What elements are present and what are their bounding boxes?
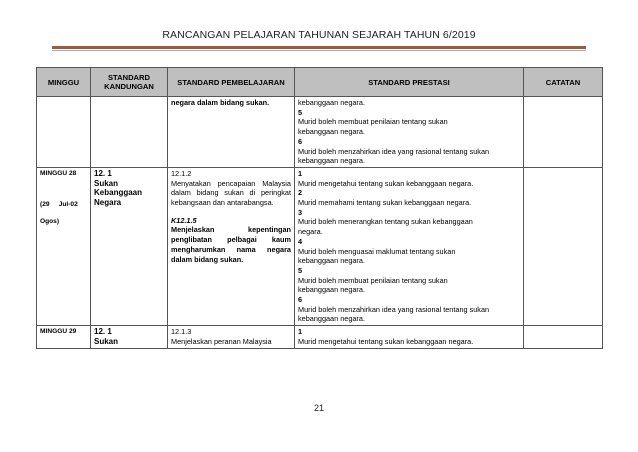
prestasi-line: negara. <box>298 227 323 237</box>
prestasi-line: Murid boleh menzahirkan idea yang rasional tentang sukan <box>298 146 490 156</box>
header-standard-kandungan: STANDARD KANDUNGAN <box>91 68 168 97</box>
cell-pembelajaran <box>168 97 295 168</box>
cell-pembelajaran <box>168 326 295 348</box>
cell-catatan <box>524 97 603 168</box>
cell-prestasi <box>295 97 524 168</box>
prestasi-line: kebanggaan negara. <box>298 156 365 166</box>
prestasi-level: 6 <box>298 136 303 146</box>
prestasi-line: Murid boleh membuat penilaian tentang sukan <box>298 117 448 127</box>
cell-pembelajaran <box>168 167 295 325</box>
header-standard-pembelajaran: STANDARD PEMBELAJARAN <box>168 68 295 97</box>
week-date: (29 Jul-02 <box>40 200 78 208</box>
sp-text: Menjelaskan peranan Malaysia <box>171 336 272 346</box>
k-code: K12.1.5 <box>171 215 197 225</box>
sp-code: 12.1.2 <box>171 168 192 178</box>
cell-minggu <box>37 167 91 325</box>
cell-kandungan <box>91 326 168 348</box>
header-minggu: MINGGU <box>37 68 91 97</box>
prestasi-level: 1 <box>298 168 303 178</box>
header-rule <box>52 46 586 49</box>
prestasi-line: Murid boleh menguasai maklumat tentang sukan <box>298 246 456 256</box>
sk-title-line: Sukan <box>94 178 119 188</box>
cell-minggu <box>37 326 91 348</box>
sk-title-line: Negara <box>94 198 122 208</box>
cell-prestasi <box>295 326 524 348</box>
cell-kandungan <box>91 167 168 325</box>
page-number: 21 <box>313 403 324 413</box>
cell-kandungan <box>91 97 168 168</box>
table-row <box>37 167 603 325</box>
cell-prestasi <box>295 167 524 325</box>
sp-text: Menyatakan pencapaian Malaysia dalam bidang sukan di peringkat kebangsaan dan antarabangsa. <box>171 178 291 208</box>
header-standard-prestasi: STANDARD PRESTASI <box>295 68 524 97</box>
lesson-plan-table <box>36 67 603 349</box>
sk-title-line: Sukan <box>94 336 119 346</box>
prestasi-line: kebanggaan negara. <box>298 285 365 295</box>
page-title: RANCANGAN PELAJARAN TAHUNAN SEJARAH TAHUN 6/2019 <box>162 29 476 41</box>
prestasi-level: 5 <box>298 107 303 117</box>
table-row <box>37 326 603 348</box>
sp-code: 12.1.3 <box>171 327 192 337</box>
prestasi-line: kebanggaan negara. <box>298 314 365 324</box>
week-label: MINGGU 28 <box>40 169 77 177</box>
prestasi-level: 1 <box>298 327 303 337</box>
prestasi-line: Murid mengetahui tentang sukan kebanggaan negara. <box>298 178 474 188</box>
sp-text-bold: negara dalam bidang sukan. <box>171 98 270 107</box>
sk-code: 12. 1 <box>94 168 112 178</box>
table-row <box>37 97 603 168</box>
sk-code: 12. 1 <box>94 327 112 337</box>
prestasi-level: 5 <box>298 265 303 275</box>
prestasi-line: Murid memahami tentang sukan kebanggaan negara. <box>298 198 472 208</box>
prestasi-level: 2 <box>298 188 303 198</box>
prestasi-line: Murid boleh menerangkan tentang sukan kebanggaan <box>298 217 473 227</box>
header-rule-thin <box>52 50 586 51</box>
week-date-month: Ogos) <box>40 218 60 226</box>
week-label: MINGGU 29 <box>40 328 77 336</box>
cell-minggu <box>37 97 91 168</box>
prestasi-line: Murid boleh membuat penilaian tentang sukan <box>298 275 448 285</box>
header-catatan: CATATAN <box>524 68 603 97</box>
table-header-row <box>37 68 603 97</box>
prestasi-line: Murid boleh menzahirkan idea yang rasional tentang sukan <box>298 304 490 314</box>
prestasi-level: 6 <box>298 295 303 305</box>
k-text: Menjelaskan kepentingan penglibatan pelbagai kaum mengharumkan nama negara dalam bidang sukan. <box>171 225 291 264</box>
cell-catatan <box>524 167 603 325</box>
prestasi-line: kebanggaan negara. <box>298 256 365 266</box>
prestasi-level: 3 <box>298 207 303 217</box>
cell-catatan <box>524 326 603 348</box>
prestasi-line: kebanggaan negara. <box>298 98 365 107</box>
prestasi-line: Murid mengetahui tentang sukan kebanggaan negara. <box>298 336 474 346</box>
prestasi-line: kebanggaan negara. <box>298 127 365 137</box>
sk-title-line: Kebanggaan <box>94 188 143 198</box>
prestasi-level: 4 <box>298 236 303 246</box>
